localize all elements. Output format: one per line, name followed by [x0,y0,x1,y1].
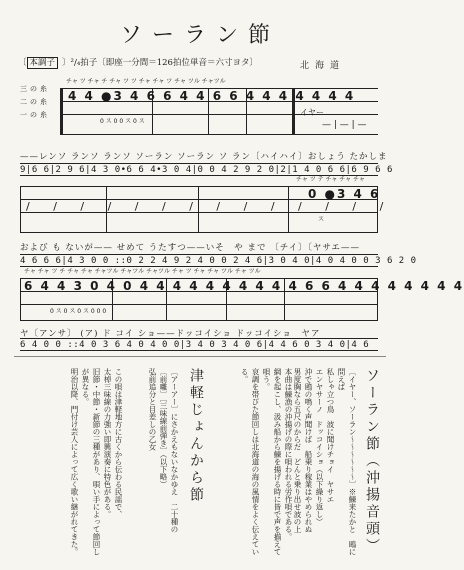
lyric-line-3: ヤ〔アンサ〕 (ア) ド コイ ショ——ドッコイショ ドッコイショ ヤア [20,329,321,339]
lyric-verse: 弘前追分と目差しの乙女 [148,368,157,451]
lyric-verse: 〔前囃〕〔三味線前弾き〕（以下略） [159,368,168,488]
heading-soran-bushi: ソーラン節（沖揚音頭） [364,368,380,555]
staff-3-notes: 6 4 4 3 0 4 0 4 4 4 4 4 4 4 4 4 4 6 6 4 4 4 4 4 4 4 4 [24,279,464,293]
prose-soran-bushi [220,368,294,558]
tuning-label: 本調子 [27,57,59,69]
lyrics-soran-bushi [293,368,358,558]
lyric-line-1: ——レンソ ランソ ランソ ソーラン ソーラン ソ ラン〔ハイハイ〕おしょう たかしま [20,152,388,162]
section-divider [14,356,386,357]
string-label-2: 二の糸 [20,98,50,106]
tuning-line: 〔 本調子 〕²/₄拍子〔即座一分間＝126拍位単音＝六寸ヨタ〕 [18,58,258,68]
heading-tsugaru-jongara: 津軽じょんから節 [188,368,204,504]
number-line-1: 9|6 6|2 9 6|4 3 0•6 6 4•3 0 4|0 0 4 2 9 2 0|2|1 4 0 6 6|6 9 6 6 [20,165,393,175]
prose-paragraph: 太棹三味線の力強い即興演奏に特色がある。 [103,368,112,518]
string-label-1: 一の糸 [20,111,50,119]
staff-2-syllables: チャ ツ テ チャ チャ チャ [296,176,365,183]
lyric-line-2: および も ないが—— せめて うたすつ——いそ や まで 〔チイ〕〔ヤサエ—— [20,243,361,253]
staff-1-lyric: イヤー [300,108,324,117]
number-line-2: 4 6 6 6|4 3 0 0 ::0 2 2 4 9 2 4 0 0 2 4 6|3 0 4 0|4 0 4 0 0 3 6 2 0 [20,256,417,266]
lyrics-tsugaru-jongara [130,368,180,558]
lyric-verse: 沖で鴎の鳴く声聞けば 船乗り稼業はやめられぬ [304,368,313,533]
staff-system-2 [20,176,394,234]
staff-2-notes: 0 ●3 4 6 [308,187,381,201]
prose-paragraph: 旧節・中節・新節の三種があり、唄い手によって節回しが異なる。 [81,368,101,556]
string-label-3: 三の糸 [20,85,50,93]
staff-system-3 [20,268,464,322]
number-line-3: 6 4 0 0 ::4 0 3 6 4 0 4 0 0|3 4 0 3 4 0 6|4 4 6 0 3 4 0|4 6 [20,338,378,351]
prose-paragraph: 哀調を帯びた節回しは北海道の海の風情をよく伝えている。 [240,368,260,556]
prose-paragraph: 本曲は鰊漁の沖揚げの際に唄われる労作唄である。 [284,368,293,541]
prose-tsugaru-jongara [20,368,124,558]
staff-3-syllables: チャ チャ ツ チ チャ チャ チャツル チャツル チャツル チャ ツ チャ チャ ツル チャ ツル [24,268,261,275]
staff-1-dashes: — | — | — [322,120,367,130]
lyric-verse: 私しゃ立つ鳥 波に聞けチョイ ヤサエ [326,368,335,503]
lyric-verse: 男度胸なら五尺のからだ どんと乗り出せ波の上 [293,368,302,533]
tempo-text: ²/₄拍子〔即座一分間＝126拍位単音＝六寸ヨタ〕 [70,58,258,68]
lyric-verse: 〔アーアー〕にさかえもないなかゆえ 二十種の [170,368,179,533]
region-label: 北海道 [300,61,346,71]
staff-3-lower: 0 ス 0 ス 0 ス 0 0 0 [50,308,107,315]
prose-paragraph: 網を起こし、汲み船から鰊を揚げる時に皆で声を揃えて唄う。 [262,368,282,556]
lyric-verse: 〔イヤー、ソーラン〜〜〜〜〜〜〕※鰊来たかと 鴎に問えば [337,368,357,556]
prose-paragraph: 明治以降、門付け芸人によって広く歌い継がれてきた。 [70,368,79,556]
staff-1-lower: 0 ス 0 0 ス 0 ス [100,118,145,125]
staff-1-syllables: チャ ツ チャ チ チャ ツ ツ チャ チャ ツ チャ ツル チャツル [66,78,226,85]
lyric-verse: エンヤサーノ ドッコイショ（以下繰り返し） [315,368,324,526]
page-title: ソーラン節 [119,23,280,48]
staff-1-notes: 4 4 ●3 4 6 6 4 4 6 6 4 4 4 4 4 4 4 [68,89,356,103]
prose-paragraph: この唄は津軽地方に古くから伝わる民謡で、 [114,368,123,518]
staff-2-lower: ス [318,216,325,223]
staff-2-slashes: / / / / / / / / / / / / / / [26,200,394,213]
staff-system-1 [60,80,378,136]
